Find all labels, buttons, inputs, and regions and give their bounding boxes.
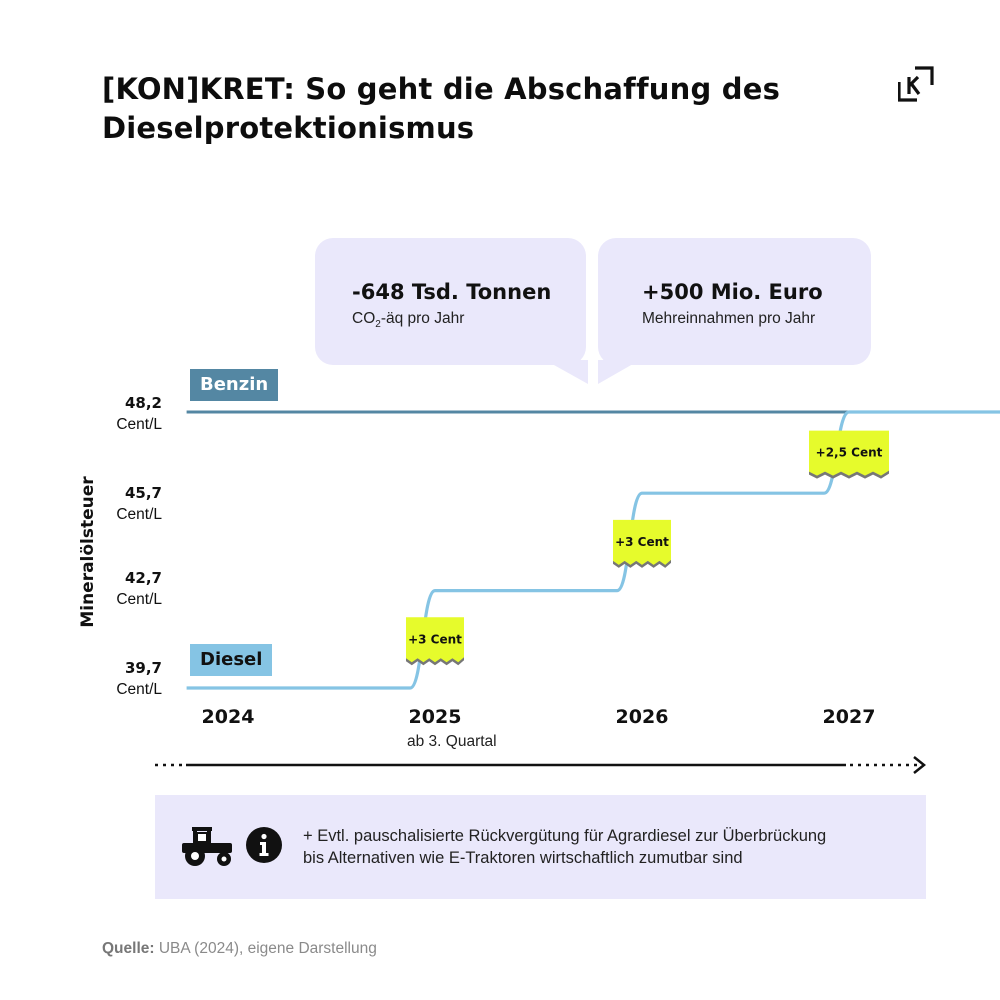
bubble-tail-2 xyxy=(598,360,640,384)
y-axis-title: Mineralölsteuer xyxy=(78,476,98,628)
x-tick-label: 2027 xyxy=(822,706,876,728)
step-annotation-label: +3 Cent xyxy=(408,632,462,647)
annotation-layer xyxy=(406,431,889,666)
revenue-unit: Mehreinnahmen pro Jahr xyxy=(642,310,816,327)
x-tick-label: 2025 xyxy=(408,706,462,728)
series-label-benzin: Benzin xyxy=(190,369,278,401)
co2-value: -648 Tsd. Tonnen xyxy=(352,280,552,304)
revenue-value: +500 Mio. Euro xyxy=(642,280,823,304)
source-credit: Quelle: UBA (2024), eigene Darstellung xyxy=(102,940,377,957)
step-annotation xyxy=(613,520,671,568)
x-tick-note: ab 3. Quartal xyxy=(407,733,497,750)
y-tick-label: 45,7 Cent/L xyxy=(116,484,162,523)
step-annotation-label: +3 Cent xyxy=(615,534,669,549)
tractor-icon xyxy=(180,825,236,867)
title-line-1: [KON]KRET: So geht die Abschaffung des xyxy=(102,72,781,106)
x-tick-label: 2024 xyxy=(201,706,255,728)
title-line-2: Dieselprotektionismus xyxy=(102,111,475,145)
x-tick-label: 2026 xyxy=(615,706,669,728)
y-tick-label: 39,7 Cent/L xyxy=(116,659,162,698)
y-tick-label: 48,2 Cent/L xyxy=(116,394,162,433)
series-label-diesel: Diesel xyxy=(190,644,272,676)
step-annotation xyxy=(809,431,889,479)
info-icon xyxy=(246,827,282,863)
bubble-tail-1 xyxy=(545,360,588,384)
step-annotation xyxy=(406,617,464,665)
y-tick-label: 42,7 Cent/L xyxy=(116,569,162,608)
step-annotation-label: +2,5 Cent xyxy=(815,445,883,460)
info-note-text: + Evtl. pauschalisierte Rückvergütung für Agrardiesel zur Überbrückung bis Alternativen wie E-Traktoren wirtschaftlich zumutbar sind xyxy=(303,827,827,867)
co2-unit: $CO_2-äq$ pro Jahr xyxy=(352,310,465,331)
